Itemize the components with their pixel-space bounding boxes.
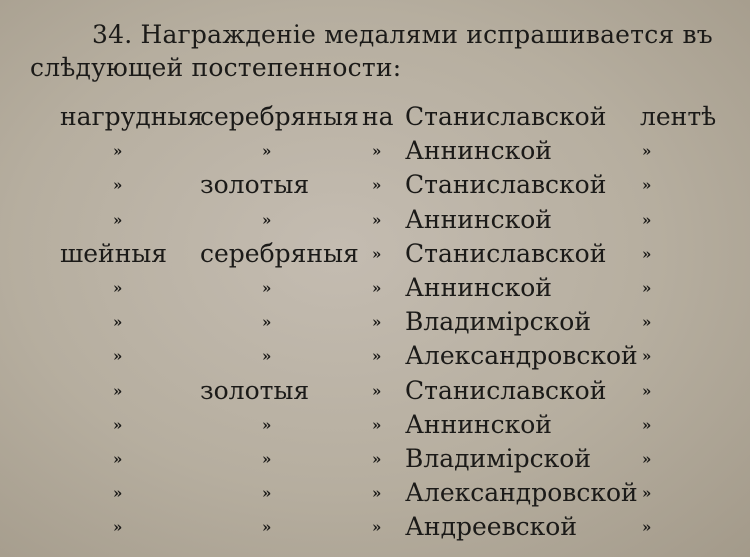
ditto-mark: » — [642, 244, 652, 263]
ditto-mark: » — [642, 449, 652, 468]
table-row — [0, 339, 750, 373]
ditto-mark: » — [372, 449, 382, 468]
cell-ribbon: Аннинской — [405, 272, 552, 302]
cell-on: на — [362, 102, 394, 131]
ditto-mark: » — [372, 313, 382, 332]
cell-end: лентѣ — [640, 102, 717, 131]
cell-ribbon: Станиславской — [405, 238, 607, 268]
table-row — [0, 510, 750, 544]
medal-table — [0, 100, 750, 544]
ditto-mark: » — [113, 415, 123, 434]
ditto-mark: » — [372, 518, 382, 537]
ditto-mark: » — [113, 142, 123, 161]
cell-ribbon: Владимірской — [405, 443, 591, 473]
paragraph-heading — [30, 18, 730, 84]
ditto-mark: » — [642, 313, 652, 332]
heading-line-2: слѣдующей постепенности: — [30, 53, 402, 82]
table-row — [0, 203, 750, 237]
ditto-mark: » — [113, 313, 123, 332]
cell-ribbon: Станиславской — [405, 170, 607, 200]
cell-metal: золотыя — [200, 375, 310, 405]
cell-ribbon: Андреевской — [405, 512, 577, 542]
cell-ribbon: Александровской — [405, 341, 638, 371]
ditto-mark: » — [642, 210, 652, 229]
table-row — [0, 237, 750, 271]
ditto-mark: » — [372, 142, 382, 161]
ditto-mark: » — [642, 484, 652, 503]
ditto-mark: » — [113, 176, 123, 195]
cell-ribbon: Аннинской — [405, 409, 552, 439]
table-row — [0, 134, 750, 168]
ditto-mark: » — [262, 347, 272, 366]
table-row — [0, 305, 750, 339]
ditto-mark: » — [113, 484, 123, 503]
ditto-mark: » — [642, 518, 652, 537]
table-row — [0, 476, 750, 510]
ditto-mark: » — [262, 210, 272, 229]
ditto-mark: » — [262, 484, 272, 503]
ditto-mark: » — [642, 347, 652, 366]
ditto-mark: » — [113, 449, 123, 468]
ditto-mark: » — [372, 176, 382, 195]
cell-metal: серебряныя — [200, 238, 359, 268]
ditto-mark: » — [642, 142, 652, 161]
ditto-mark: » — [642, 381, 652, 400]
ditto-mark: » — [372, 278, 382, 297]
ditto-mark: » — [372, 347, 382, 366]
cell-ribbon: Станиславской — [405, 375, 607, 405]
ditto-mark: » — [113, 210, 123, 229]
ditto-mark: » — [113, 347, 123, 366]
ditto-mark: » — [262, 313, 272, 332]
ditto-mark: » — [262, 449, 272, 468]
ditto-mark: » — [372, 381, 382, 400]
ditto-mark: » — [113, 381, 123, 400]
ditto-mark: » — [262, 415, 272, 434]
ditto-mark: » — [262, 142, 272, 161]
table-row — [0, 408, 750, 442]
cell-metal: золотыя — [200, 170, 310, 200]
ditto-mark: » — [262, 518, 272, 537]
ditto-mark: » — [372, 415, 382, 434]
ditto-mark: » — [642, 176, 652, 195]
ditto-mark: » — [113, 278, 123, 297]
ditto-mark: » — [372, 244, 382, 263]
cell-ribbon: Аннинской — [405, 136, 552, 166]
table-row — [0, 442, 750, 476]
cell-ribbon: Владимірской — [405, 307, 591, 337]
table-row — [0, 271, 750, 305]
cell-ribbon: Станиславской — [405, 102, 607, 131]
ditto-mark: » — [262, 278, 272, 297]
table-row — [0, 168, 750, 202]
table-row — [0, 374, 750, 408]
cell-ribbon: Аннинской — [405, 204, 552, 234]
cell-metal: серебряныя — [200, 102, 359, 131]
heading-line-1: 34. Награжденіе медалями испрашивается въ — [92, 20, 713, 49]
cell-type: нагрудныя — [60, 102, 204, 131]
cell-ribbon: Александровской — [405, 478, 638, 508]
ditto-mark: » — [372, 210, 382, 229]
ditto-mark: » — [642, 278, 652, 297]
table-row — [0, 100, 750, 134]
cell-type: шейныя — [60, 238, 168, 268]
ditto-mark: » — [113, 518, 123, 537]
ditto-mark: » — [642, 415, 652, 434]
ditto-mark: » — [372, 484, 382, 503]
